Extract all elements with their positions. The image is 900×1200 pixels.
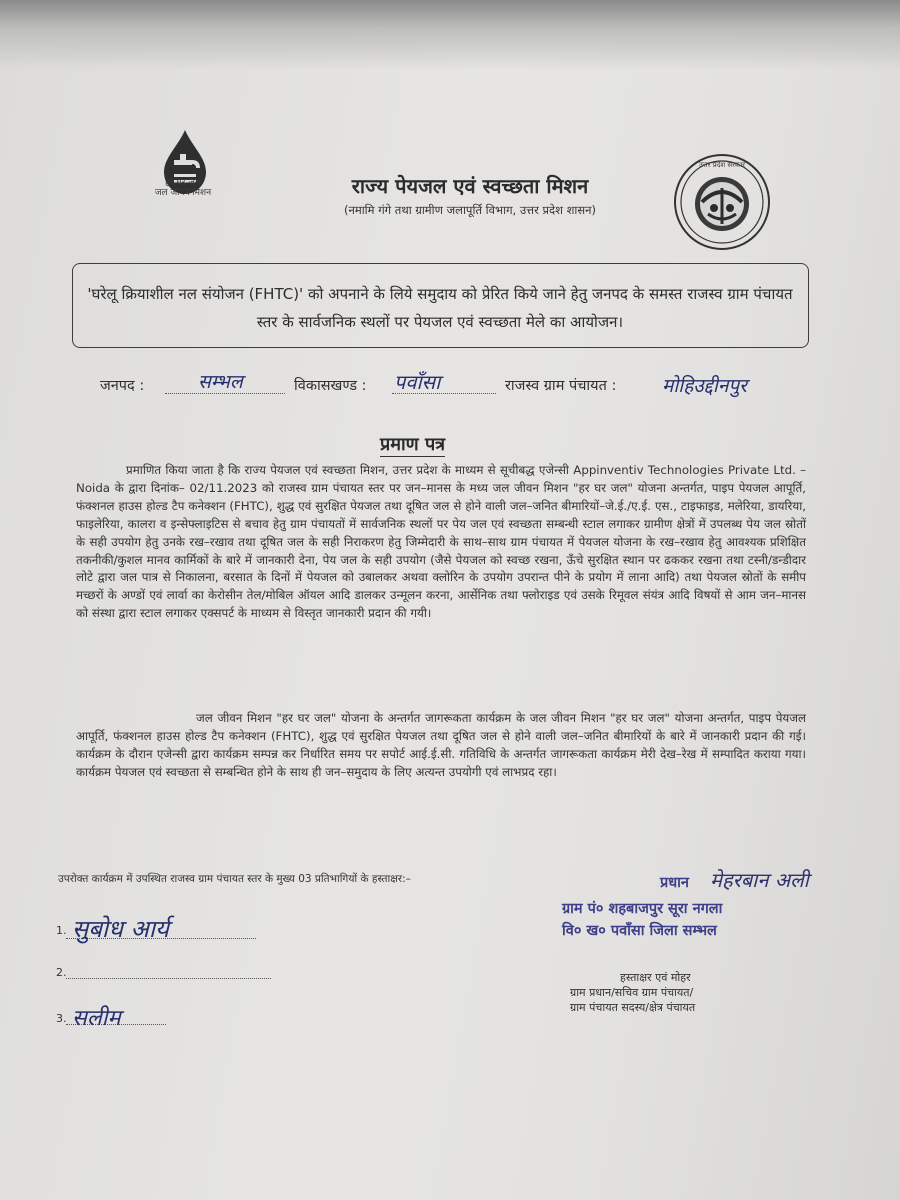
seal-text: उत्तर प्रदेश सरकार [698, 161, 746, 169]
stamp-line-1: ग्राम पं० शहबाजपुर सूरा नगला [562, 901, 723, 917]
page-title: राज्य पेयजल एवं स्वच्छता मिशन [351, 174, 589, 198]
district-label: जनपद : [100, 378, 145, 394]
logo-caption [128, 178, 238, 198]
attendee-row-1 [56, 924, 67, 937]
attendee-underline [66, 978, 271, 979]
certificate-paragraph-2: जल जीवन मिशन "हर घर जल" योजना के अन्तर्गत जागरूकता कार्यक्रम के जल जीवन मिशन "हर घर जल" योजना अन्तर्गत, पाइप पेयजल आपूर्ति, फंक्शनल हाउस होल्ड टैप कनेक्शन (FHTC), शुद्ध एवं सुरक्षित पेयजल तथा दूषित जल से होने वाली जल–जनित बीमारियों के बारे में जानकारी प्रदान की गई। कार्यक्रम के दौरान एजेन्सी द्वारा कार्यक्रम सम्पन्न कर निर्धारित समय पर सपोर्ट आई.ई.सी. गतिविधि के अन्तर्गत जागरूकता कार्यक्रम मेरी देख–रेख में सम्पादित कराया गया। कार्यक्रम पेयजल एवं स्वच्छता से सम्बन्धित होने के साथ ही जन–समुदाय के लिए अत्यन्त उपयोगी एवं लाभप्रद रहा। [76, 711, 806, 779]
attendee-row-3 [56, 1012, 67, 1025]
photo-shadow [0, 0, 900, 70]
block-label: विकासखण्ड : [294, 378, 367, 394]
attendee-row-2 [56, 966, 67, 979]
certificate-paragraph-1: प्रमाणित किया जाता है कि राज्य पेयजल एवं स्वच्छता मिशन, उत्तर प्रदेश के माध्यम से सूचीबद्ध एजेन्सी Appinventiv Technologies Private Ltd. – Noida के द्वारा दिनांक– 02/11.2023 को राजस्व ग्राम पंचायत स्तर पर जन–मानस के मध्य जल जीवन मिशन "हर घर जल" योजना अन्तर्गत, पाइप पेयजल आपूर्ति, फंक्शनल हाउस होल्ड टैप कनेक्शन (FHTC), शुद्ध एवं सुरक्षित पेयजल तथा दूषित जल से होने वाली जल–जनित बीमारियों–जे.ई./ए.ई. एस., टाइफाइड, मलेरिया, डायरिया, फाइलेरिया, कालरा व इन्सेफ्लाइटिस से बचाव हेतु ग्राम पंचायतों में सार्वजनिक स्थलों पर पेय जल एवं स्वच्छता सम्बन्धी स्टाल लगाकर ग्रामीण क्षेत्रों में उपलब्ध पेय जल स्रोतों के सही उपयोग हेतु उनके रख–रखाव तथा दूषित जल के सही निराकरण हेतु जिम्मेदारी के साथ–साथ ग्राम पंचायत में पेयजल योजना के रख–रखाव हेतु आवश्यक प्रशिक्षित तकनीकी/कुशल मानव कार्मिकों के बारे में जानकारी देना, पेय जल के सही उपयोग (जैसे पेयजल को स्वच्छ रखना, ऊँचे सुरक्षित स्थान पर ढककर रखना तथा टस्नी/डन्डीदार लोटे द्वारा जल पात्र से निकालना, बरसात के दिनों में पेयजल को उबालकर अथवा क्लोरिन के उपयोग उपरान्त पीने के प्रयोग में लाना आदि) तथा पेयजल स्रोतों के समीप मच्छरों के अण्डों एवं लार्वा का केरोसीन तेल/मोबिल ऑयल आदि डालकर उन्मूलन करना, आर्सेनिक तथा फ्लोराइड एवं उसके रिमूवल संयंत्र आदि विषयों से आम जन–मानस को संस्था द्वारा स्टाल लगाकर एक्सपर्ट के माध्यम से विस्तृत जानकारी प्रदान की गयी। [76, 463, 806, 621]
signature-block-line1: हस्ताक्षर एवं मोहर [620, 971, 691, 984]
signature-block-line3: ग्राम पंचायत सदस्य/क्षेत्र पंचायत [570, 1001, 696, 1014]
attendee-number: 3. [56, 1012, 67, 1025]
page-subtitle: (नमामि गंगे तथा ग्रामीण जलापूर्ति विभाग, उत्तर प्रदेश शासन) [343, 203, 597, 217]
district-value: सम्भल [198, 371, 243, 393]
attendees-label: उपरोक्त कार्यक्रम में उपस्थित राजस्व ग्राम पंचायत स्तर के मुख्य 03 प्रतिभागियों के हस्ताक्षर:– [58, 873, 411, 885]
logo-text-line1: हर घर जल [165, 178, 201, 188]
attendee-signature-1: सुबोध आर्य [72, 915, 169, 943]
logo-text-line2: जल जीवन मिशन [154, 188, 212, 198]
pradhan-stamp [552, 868, 852, 942]
signature-block-line2: ग्राम प्रधान/सचिव ग्राम पंचायत/ [570, 986, 694, 999]
signature-block [570, 970, 790, 1015]
attendee-number: 1. [56, 924, 67, 937]
certificate-title: प्रमाण पत्र [380, 434, 446, 455]
up-government-seal-icon [672, 152, 772, 252]
attendee-number: 2. [56, 966, 67, 979]
attendee-signature-3: सलीम [72, 1006, 121, 1031]
panchayat-value: मोहिउद्दीनपुर [662, 375, 747, 397]
pradhan-signature: मेहरबान अली [710, 868, 809, 892]
stamp-line-2: वि० ख० पवाँसा जिला सम्भल [562, 923, 717, 939]
pradhan-label: प्रधान [660, 875, 689, 891]
subject-text: 'घरेलू क्रियाशील नल संयोजन (FHTC)' को अपनाने के लिये समुदाय को प्रेरित किये जाने हेतु जनपद के समस्त राजस्व ग्राम पंचायत स्तर के सार्वजनिक स्थलों पर पेयजल एवं स्वच्छता मेले का आयोजन। [87, 285, 793, 331]
panchayat-label: राजस्व ग्राम पंचायत : [505, 378, 617, 394]
block-value: पवाँसा [394, 370, 441, 394]
